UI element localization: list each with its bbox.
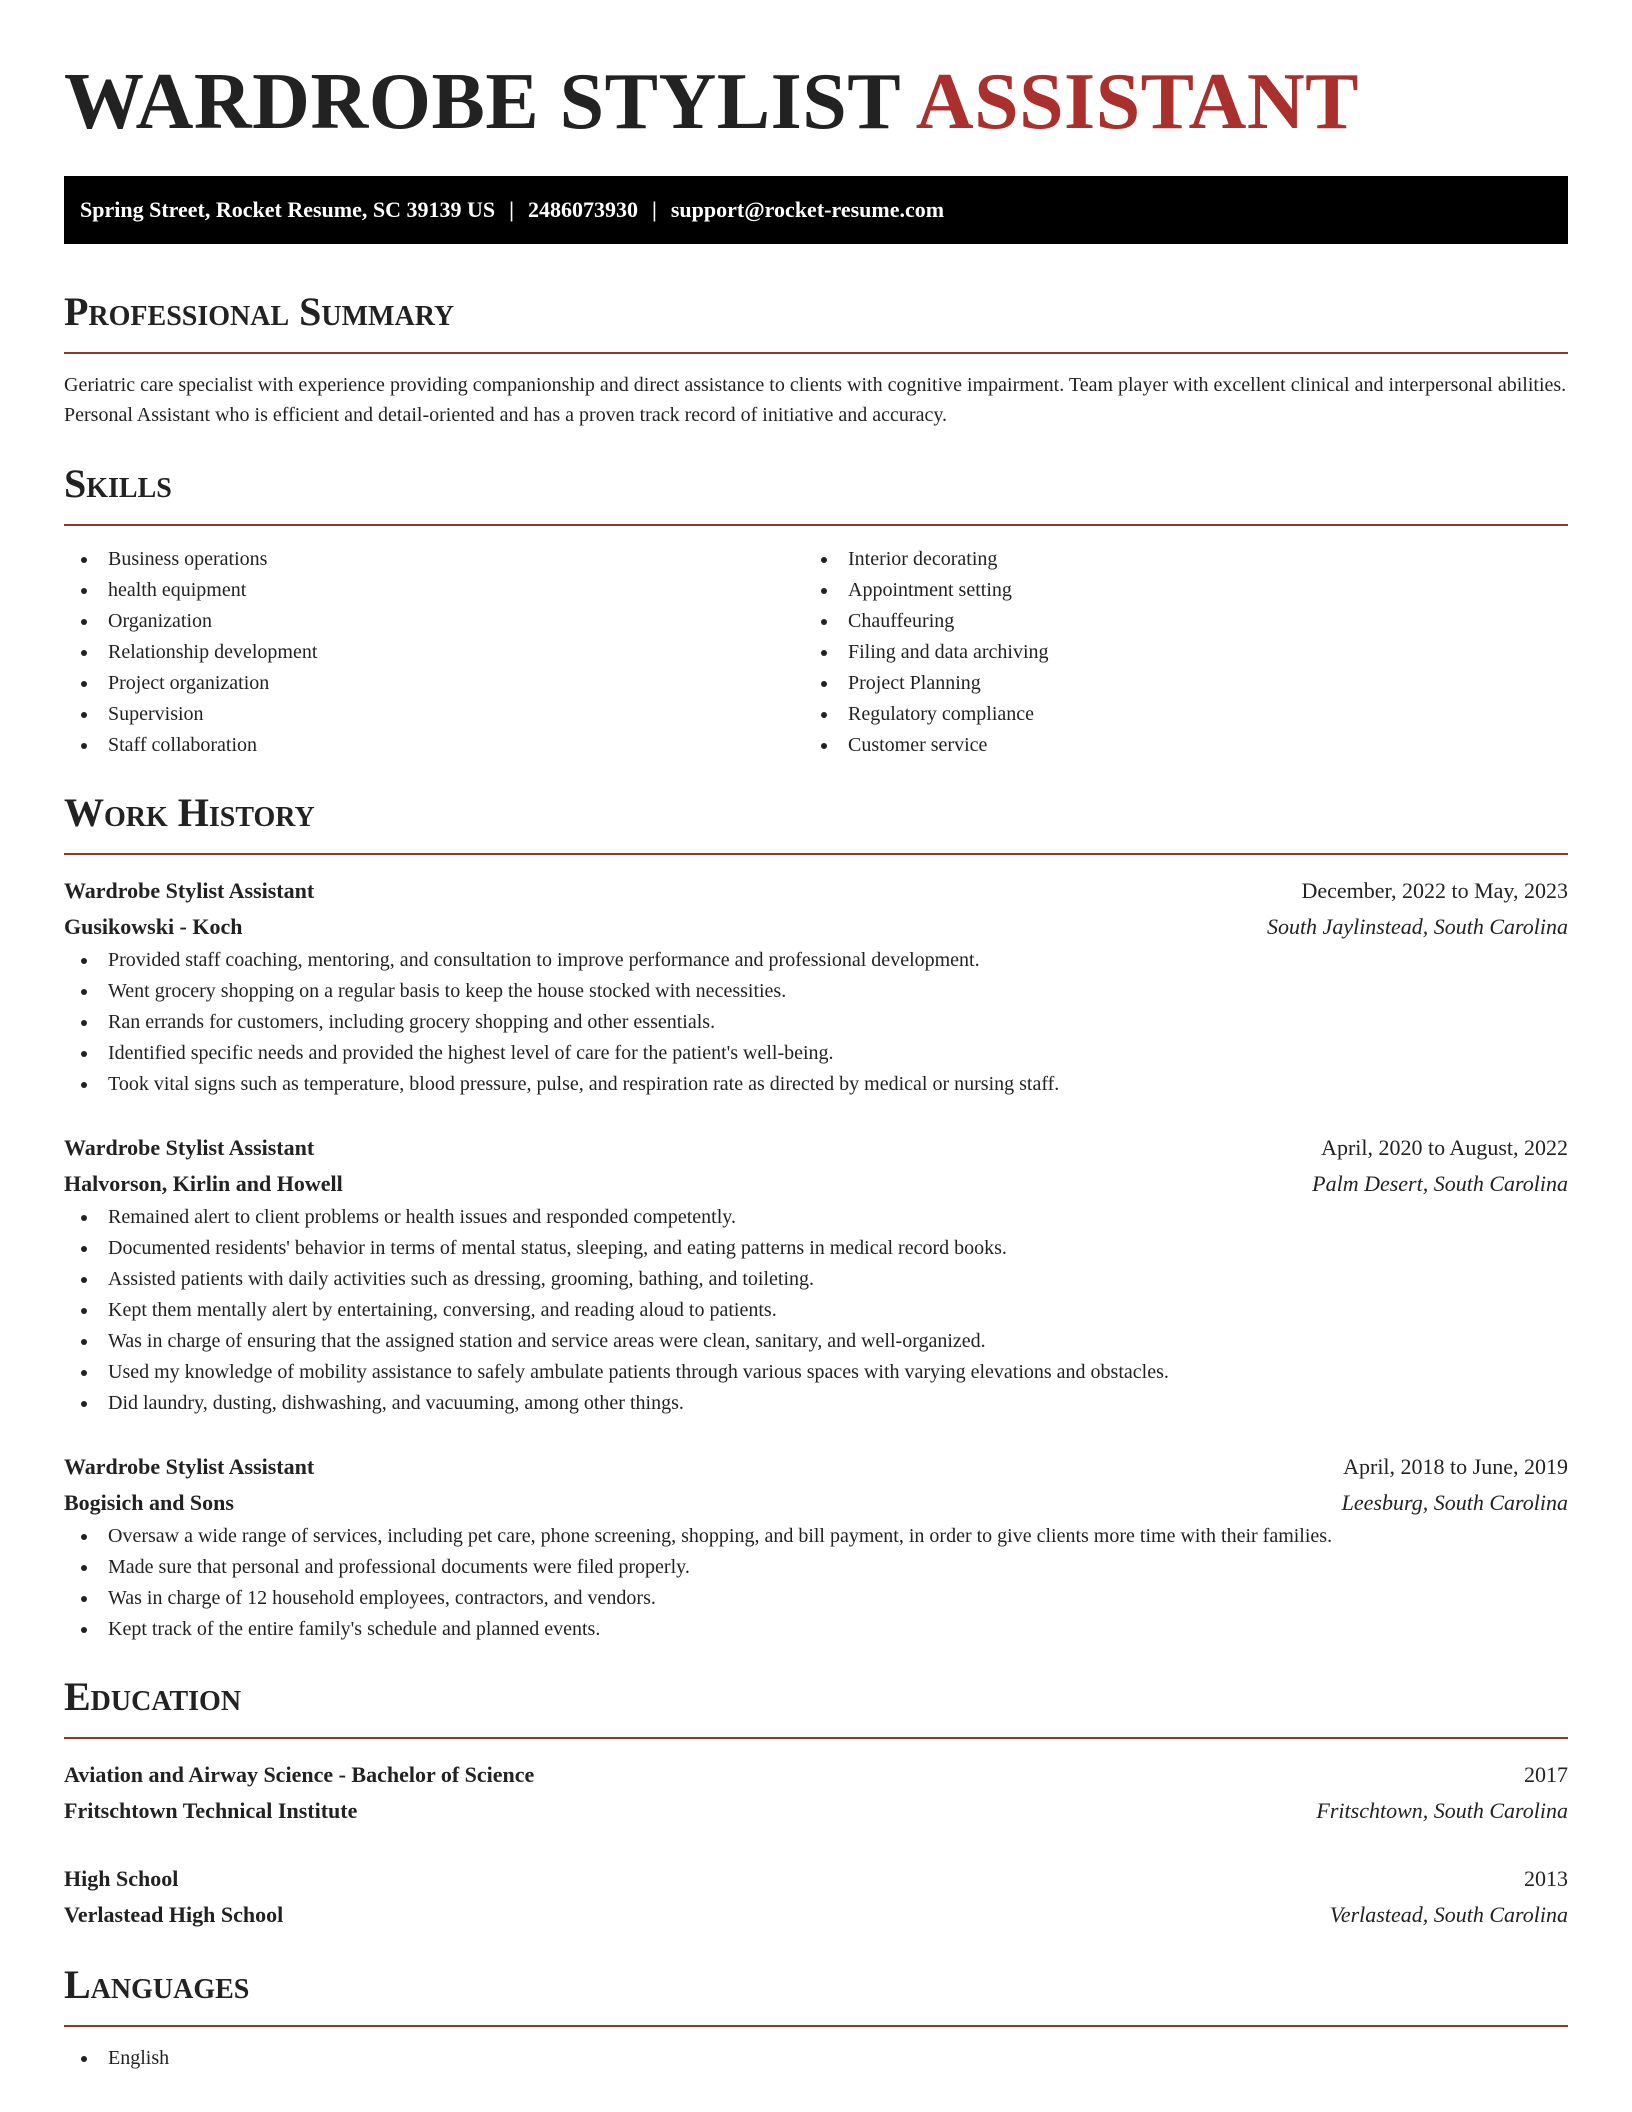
- job-bullet: Identified specific needs and provided the highest level of care for the patient's well-being.: [64, 1038, 1568, 1069]
- job-bullet: Did laundry, dusting, dishwashing, and vacuuming, among other things.: [64, 1388, 1568, 1419]
- job-entry: [64, 873, 1568, 1100]
- skill-item: Interior decorating: [804, 544, 1544, 575]
- skill-item: health equipment: [64, 575, 804, 606]
- job-bullet: Documented residents' behavior in terms of mental status, sleeping, and eating patterns in medical record books.: [64, 1233, 1568, 1264]
- job-bullet: Used my knowledge of mobility assistance to safely ambulate patients through various spaces with varying elevations and obstacles.: [64, 1357, 1568, 1388]
- resume-page: [64, 0, 1568, 2074]
- skill-item: Business operations: [64, 544, 804, 575]
- name-first: WARDROBE STYLIST: [64, 58, 900, 146]
- job-dates: December, 2022 to May, 2023: [1301, 878, 1568, 903]
- skill-item: Relationship development: [64, 637, 804, 668]
- job-location: Palm Desert, South Carolina: [1312, 1171, 1568, 1196]
- contact-phone: 2486073930: [528, 197, 638, 222]
- skills-left-list: [64, 544, 804, 761]
- contact-separator: |: [509, 197, 514, 222]
- skills-right-list: [804, 544, 1544, 761]
- languages-list: [64, 2043, 1568, 2074]
- job-title: Wardrobe Stylist Assistant: [64, 1135, 315, 1160]
- job-location: South Jaylinstead, South Carolina: [1266, 914, 1568, 939]
- job-bullet: Ran errands for customers, including grocery shopping and other essentials.: [64, 1007, 1568, 1038]
- job-entry: [64, 1130, 1568, 1419]
- job-title: Wardrobe Stylist Assistant: [64, 878, 315, 903]
- job-title: Wardrobe Stylist Assistant: [64, 1454, 315, 1479]
- summary-text: Geriatric care specialist with experience providing companionship and direct assistance to clients with cognitive impairment. Team player with excellent clinical and interpersonal abilities. Personal Assistant who is efficient and detail-oriented and has a proven track record of initiative and accuracy.: [64, 374, 1567, 426]
- contact-separator: |: [652, 197, 657, 222]
- job-company: Bogisich and Sons: [64, 1490, 234, 1515]
- skill-item: Customer service: [804, 730, 1544, 761]
- skill-item: Organization: [64, 606, 804, 637]
- education-school: Fritschtown Technical Institute: [64, 1798, 358, 1823]
- skill-item: Project Planning: [804, 668, 1544, 699]
- contact-email: support@rocket-resume.com: [670, 197, 945, 222]
- job-bullets: [64, 1521, 1568, 1645]
- education-school: Verlastead High School: [64, 1902, 284, 1927]
- contact-bar: [64, 176, 1568, 244]
- education-entry: [64, 1861, 1568, 1933]
- section-title-work: Work History: [64, 790, 315, 835]
- education-year: 2013: [1524, 1866, 1568, 1891]
- education-location: Verlastead, South Carolina: [1329, 1902, 1568, 1927]
- job-bullet: Provided staff coaching, mentoring, and consultation to improve performance and professional development.: [64, 945, 1568, 976]
- education-degree: Aviation and Airway Science - Bachelor of Science: [64, 1762, 535, 1787]
- skill-item: Chauffeuring: [804, 606, 1544, 637]
- summary-section: [64, 288, 1568, 430]
- job-bullet: Was in charge of ensuring that the assigned station and service areas were clean, sanitary, and well-organized.: [64, 1326, 1568, 1357]
- section-title-summary: Professional Summary: [64, 289, 455, 334]
- job-bullet: Took vital signs such as temperature, blood pressure, pulse, and respiration rate as directed by medical or nursing staff.: [64, 1069, 1568, 1100]
- section-divider: [64, 2025, 1568, 2027]
- section-title-skills: Skills: [64, 461, 172, 506]
- section-divider: [64, 1737, 1568, 1739]
- languages-section: [64, 1961, 1568, 2074]
- job-dates: April, 2018 to June, 2019: [1343, 1454, 1568, 1479]
- skill-item: Staff collaboration: [64, 730, 804, 761]
- skill-item: Filing and data archiving: [804, 637, 1544, 668]
- skill-item: Supervision: [64, 699, 804, 730]
- job-bullets: [64, 1202, 1568, 1419]
- job-bullet: Assisted patients with daily activities such as dressing, grooming, bathing, and toileting.: [64, 1264, 1568, 1295]
- job-bullet: Went grocery shopping on a regular basis to keep the house stocked with necessities.: [64, 976, 1568, 1007]
- skills-section: [64, 460, 1568, 761]
- job-location: Leesburg, South Carolina: [1341, 1490, 1568, 1515]
- job-bullet: Remained alert to client problems or health issues and responded competently.: [64, 1202, 1568, 1233]
- skill-item: Regulatory compliance: [804, 699, 1544, 730]
- contact-address: Spring Street, Rocket Resume, SC 39139 US: [80, 197, 496, 222]
- job-company: Gusikowski - Koch: [64, 914, 243, 939]
- skill-item: Appointment setting: [804, 575, 1544, 606]
- education-entry: [64, 1757, 1568, 1829]
- job-bullets: [64, 945, 1568, 1100]
- job-bullet: Oversaw a wide range of services, including pet care, phone screening, shopping, and bill payment, in order to give clients more time with their families.: [64, 1521, 1568, 1552]
- section-divider: [64, 352, 1568, 354]
- resume-name: [64, 0, 1568, 160]
- job-entry: [64, 1449, 1568, 1645]
- job-bullet: Was in charge of 12 household employees, contractors, and vendors.: [64, 1583, 1568, 1614]
- job-dates: April, 2020 to August, 2022: [1321, 1135, 1568, 1160]
- education-year: 2017: [1524, 1762, 1568, 1787]
- job-bullet: Kept them mentally alert by entertaining, conversing, and reading aloud to patients.: [64, 1295, 1568, 1326]
- work-history-section: [64, 789, 1568, 1645]
- section-title-education: Education: [64, 1674, 242, 1719]
- section-divider: [64, 524, 1568, 526]
- section-divider: [64, 853, 1568, 855]
- job-bullet: Kept track of the entire family's schedule and planned events.: [64, 1614, 1568, 1645]
- name-last: ASSISTANT: [915, 58, 1360, 146]
- education-degree: High School: [64, 1866, 179, 1891]
- skill-item: Project organization: [64, 668, 804, 699]
- education-location: Fritschtown, South Carolina: [1316, 1798, 1568, 1823]
- language-item: English: [64, 2043, 1568, 2074]
- section-title-languages: Languages: [64, 1962, 250, 2007]
- education-section: [64, 1673, 1568, 1933]
- job-company: Halvorson, Kirlin and Howell: [64, 1171, 343, 1196]
- job-bullet: Made sure that personal and professional documents were filed properly.: [64, 1552, 1568, 1583]
- skills-columns: [64, 544, 1568, 761]
